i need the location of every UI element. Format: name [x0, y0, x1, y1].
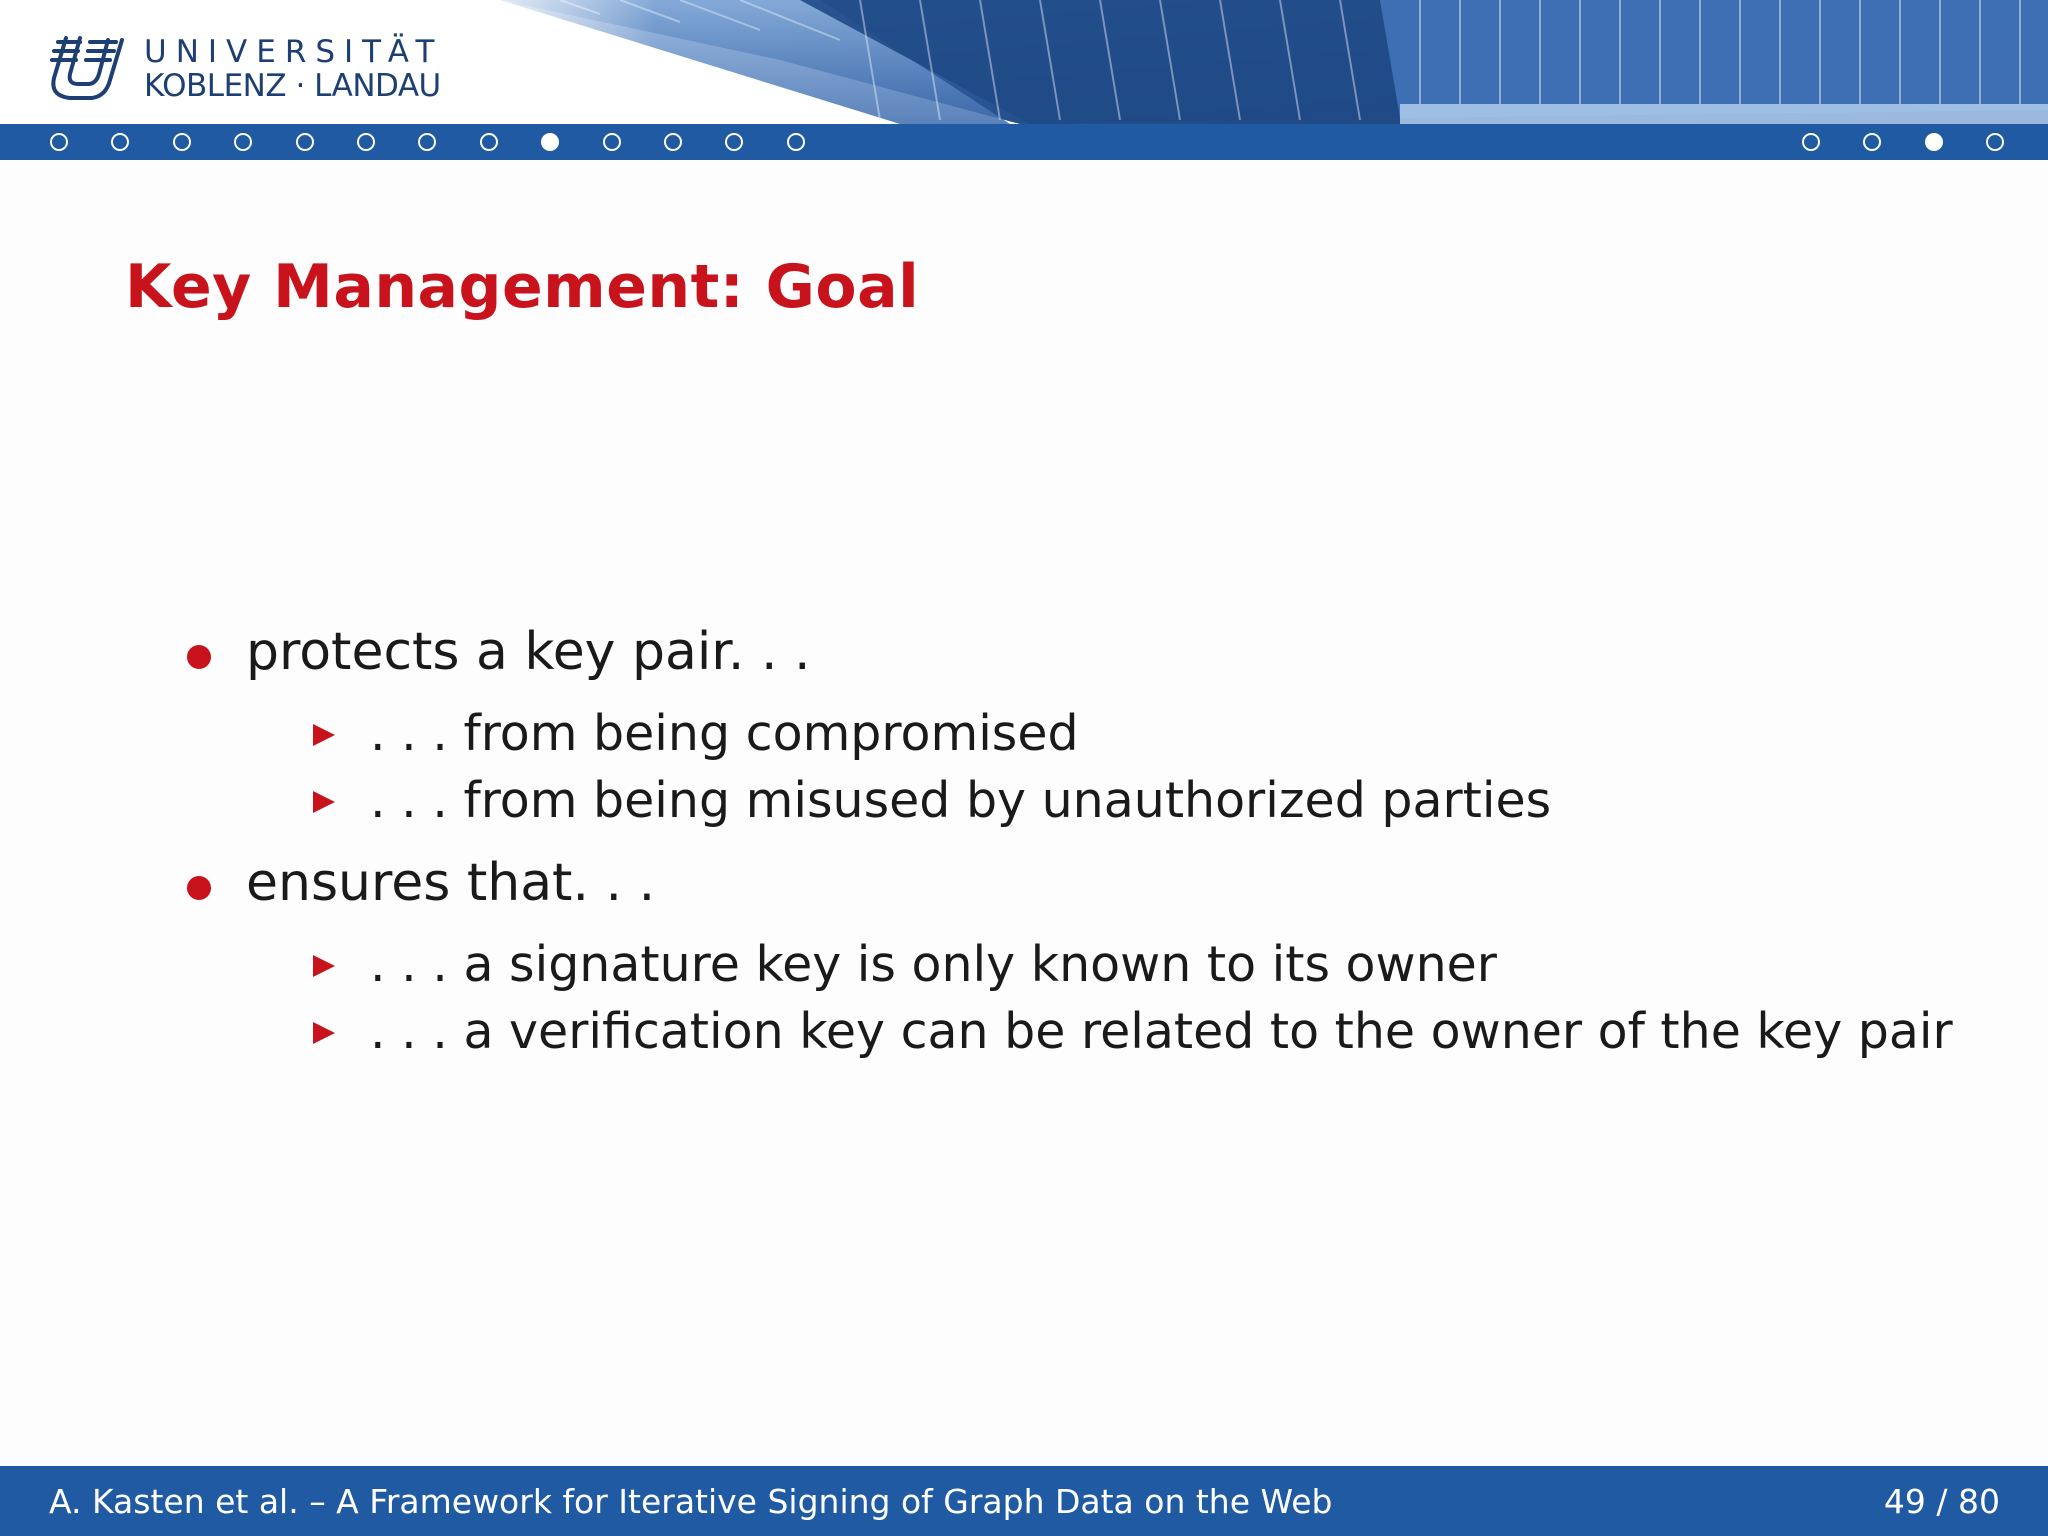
- university-logo: [44, 34, 443, 104]
- nav-frame-dot[interactable]: [50, 133, 68, 151]
- university-emblem-icon: [44, 34, 126, 104]
- sub-bullet-item: . . . from being misused by unauthorized parties: [370, 772, 1552, 829]
- nav-frame-dot[interactable]: [1986, 133, 2004, 151]
- nav-frame-dot[interactable]: [725, 133, 743, 151]
- nav-frame-dot[interactable]: [173, 133, 191, 151]
- navigation-bar: [0, 124, 2048, 160]
- sub-bullet-triangle: [313, 791, 335, 813]
- nav-frame-dot[interactable]: [480, 133, 498, 151]
- page-counter: [1884, 1482, 2000, 1521]
- nav-frame-dot[interactable]: [1802, 133, 1820, 151]
- nav-frame-dot[interactable]: [418, 133, 436, 151]
- sub-bullet-item: . . . a signature key is only known to its owner: [370, 936, 1497, 993]
- page-total: 80: [1958, 1482, 2000, 1521]
- bullet-dot: [187, 645, 211, 669]
- slide-header: [0, 0, 2048, 124]
- slide-footer: [0, 1466, 2048, 1536]
- sub-bullet-item: . . . a verification key can be related to the owner of the key pair: [370, 1003, 1953, 1060]
- footer-citation: A. Kasten et al. – A Framework for Iterative Signing of Graph Data on the Web: [49, 1482, 1333, 1521]
- nav-frame-dot[interactable]: [787, 133, 805, 151]
- slide-title: Key Management: Goal: [125, 252, 920, 322]
- sub-bullet-triangle: [313, 1022, 335, 1044]
- bullet-item: protects a key pair. . .: [246, 622, 811, 682]
- bullet-item: ensures that. . .: [246, 853, 656, 913]
- nav-frame-dot[interactable]: [1863, 133, 1881, 151]
- sub-bullet-triangle: [313, 724, 335, 746]
- sub-bullet-triangle: [313, 955, 335, 977]
- page-separator: /: [1936, 1482, 1948, 1521]
- nav-frame-dot[interactable]: [111, 133, 129, 151]
- university-name-line2: KOBLENZ · LANDAU: [144, 67, 441, 104]
- nav-frame-dot[interactable]: [1925, 133, 1943, 151]
- nav-frame-dot[interactable]: [541, 133, 559, 151]
- page-number: 49: [1883, 1482, 1926, 1521]
- nav-frame-dot[interactable]: [234, 133, 252, 151]
- nav-frame-dot[interactable]: [664, 133, 682, 151]
- nav-frame-dot[interactable]: [296, 133, 314, 151]
- nav-frame-dot[interactable]: [357, 133, 375, 151]
- university-name-line1: UNIVERSITÄT: [144, 33, 444, 70]
- nav-frame-dot[interactable]: [603, 133, 621, 151]
- bullet-dot: [187, 876, 211, 900]
- sub-bullet-item: . . . from being compromised: [370, 705, 1079, 762]
